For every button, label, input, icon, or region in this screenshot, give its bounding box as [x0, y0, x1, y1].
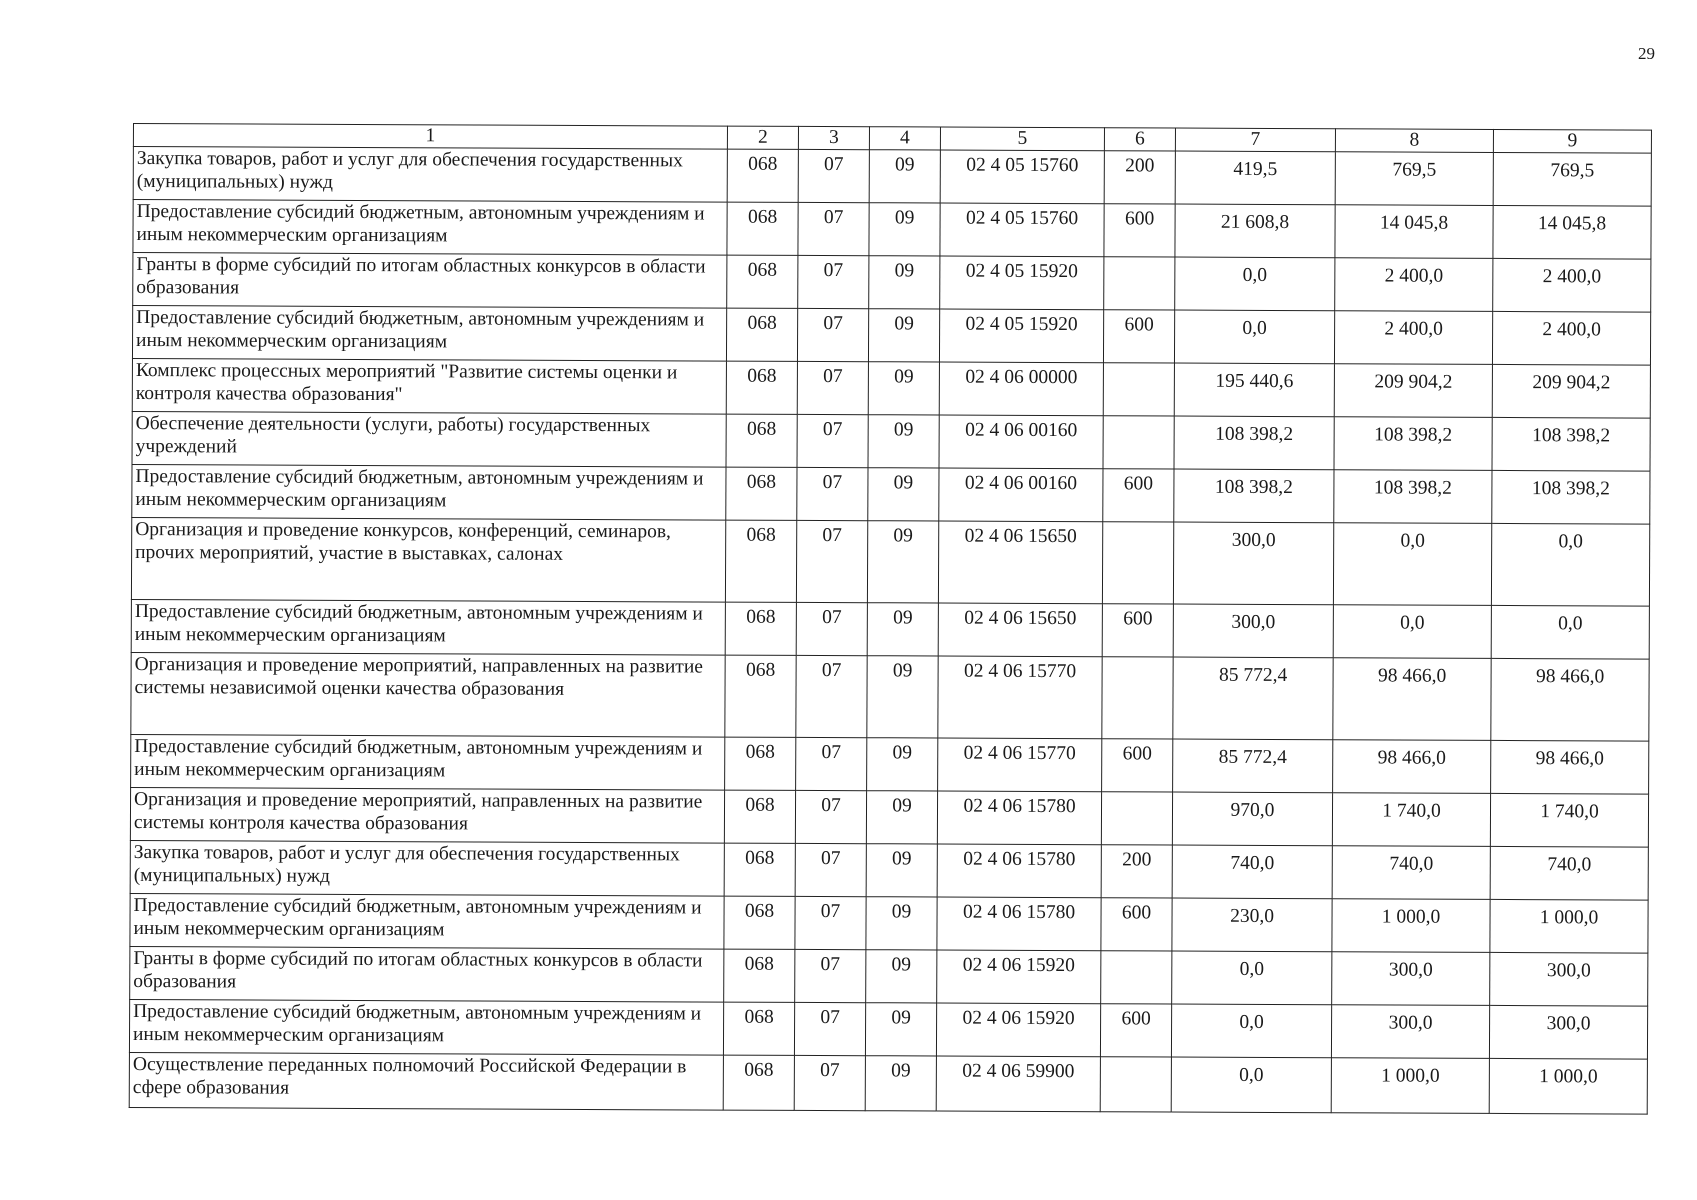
expense-type-cell: 600	[1104, 204, 1175, 257]
amount-year1-cell: 0,0	[1175, 257, 1335, 311]
target-article-cell: 02 4 06 00000	[939, 362, 1103, 416]
col-header: 8	[1335, 129, 1493, 153]
subsection-code-cell: 09	[868, 362, 939, 415]
target-article-cell: 02 4 06 00160	[939, 415, 1103, 469]
expense-type-cell	[1103, 363, 1174, 416]
table-row	[129, 999, 1647, 1059]
grbs-code-cell: 068	[724, 896, 795, 949]
subsection-code-cell: 09	[868, 415, 939, 468]
section-code-cell: 07	[797, 361, 868, 414]
subsection-code-cell: 09	[867, 738, 938, 791]
subsection-code-cell: 09	[869, 256, 940, 309]
grbs-code-cell: 068	[726, 467, 797, 520]
subsection-code-cell: 09	[869, 150, 940, 203]
subsection-code-cell: 09	[867, 656, 938, 738]
grbs-code-cell: 068	[724, 843, 795, 896]
col-header: 4	[869, 127, 940, 150]
target-article-cell: 02 4 06 15780	[937, 897, 1101, 951]
amount-year1-cell: 0,0	[1174, 310, 1334, 364]
amount-year2-cell: 2 400,0	[1335, 258, 1493, 312]
expense-type-cell: 600	[1102, 739, 1173, 792]
expense-name-cell: Предоставление субсидий бюджетным, автономным учреждениям и иным некоммерческим организациям	[131, 734, 725, 790]
amount-year2-cell: 1 740,0	[1332, 793, 1490, 847]
target-article-cell: 02 4 06 15780	[937, 844, 1101, 898]
amount-year2-cell: 300,0	[1332, 952, 1490, 1006]
grbs-code-cell: 068	[723, 1055, 794, 1110]
grbs-code-cell: 068	[727, 255, 798, 308]
grbs-code-cell: 068	[724, 949, 795, 1002]
amount-year3-cell: 98 466,0	[1491, 658, 1649, 741]
amount-year1-cell: 300,0	[1173, 604, 1333, 658]
table-row	[132, 306, 1650, 366]
amount-year1-cell: 0,0	[1171, 1004, 1331, 1058]
amount-year3-cell: 14 045,8	[1493, 205, 1651, 259]
amount-year3-cell: 209 904,2	[1492, 364, 1650, 418]
grbs-code-cell: 068	[726, 308, 797, 361]
section-code-cell: 07	[796, 655, 867, 737]
target-article-cell: 02 4 06 15780	[937, 791, 1101, 845]
expense-type-cell	[1102, 522, 1173, 604]
subsection-code-cell: 09	[866, 844, 937, 897]
amount-year3-cell: 1 000,0	[1490, 899, 1648, 953]
table-row	[133, 253, 1651, 313]
section-code-cell: 07	[797, 414, 868, 467]
subsection-code-cell: 09	[867, 521, 938, 603]
grbs-code-cell: 068	[727, 149, 798, 202]
expense-name-cell: Гранты в форме субсидий по итогам областных конкурсов в области образования	[130, 946, 724, 1002]
col-header: 1	[133, 124, 727, 150]
target-article-cell: 02 4 05 15760	[940, 150, 1104, 204]
grbs-code-cell: 068	[727, 202, 798, 255]
grbs-code-cell: 068	[725, 737, 796, 790]
subsection-code-cell: 09	[866, 791, 937, 844]
table-row	[129, 1052, 1647, 1114]
expense-name-cell: Предоставление субсидий бюджетным, автономным учреждениям и иным некоммерческим организациям	[130, 893, 724, 949]
amount-year1-cell: 108 398,2	[1174, 469, 1334, 523]
amount-year2-cell: 0,0	[1333, 523, 1491, 606]
amount-year3-cell: 300,0	[1489, 1005, 1647, 1059]
expense-name-cell: Обеспечение деятельности (услуги, работы) государственных учреждений	[132, 411, 726, 467]
amount-year1-cell: 0,0	[1172, 951, 1332, 1005]
section-code-cell: 07	[796, 520, 867, 602]
amount-year1-cell: 740,0	[1172, 845, 1332, 899]
col-header: 2	[727, 126, 798, 149]
subsection-code-cell: 09	[866, 950, 937, 1003]
table-row	[132, 411, 1650, 471]
expense-name-cell: Осуществление переданных полномочий Российской Федерации в сфере образования	[129, 1052, 723, 1110]
amount-year2-cell: 740,0	[1332, 846, 1490, 900]
grbs-code-cell: 068	[726, 361, 797, 414]
expense-type-cell: 200	[1104, 151, 1175, 204]
expense-name-cell: Предоставление субсидий бюджетным, автономным учреждениям и иным некоммерческим организациям	[132, 464, 726, 520]
expense-type-cell	[1100, 1057, 1171, 1112]
table-row	[130, 893, 1648, 953]
section-code-cell: 07	[797, 308, 868, 361]
table-row	[131, 517, 1649, 606]
amount-year3-cell: 769,5	[1493, 152, 1651, 206]
expense-type-cell: 600	[1102, 604, 1173, 657]
amount-year2-cell: 98 466,0	[1333, 740, 1491, 794]
section-code-cell: 07	[796, 737, 867, 790]
amount-year3-cell: 1 000,0	[1489, 1058, 1647, 1114]
target-article-cell: 02 4 06 15770	[938, 656, 1102, 739]
budget-table	[129, 123, 1652, 1115]
expense-type-cell	[1103, 416, 1174, 469]
subsection-code-cell: 09	[868, 468, 939, 521]
section-code-cell: 07	[795, 896, 866, 949]
subsection-code-cell: 09	[866, 897, 937, 950]
amount-year2-cell: 209 904,2	[1334, 364, 1492, 418]
amount-year2-cell: 300,0	[1331, 1005, 1489, 1059]
expense-type-cell: 600	[1101, 898, 1172, 951]
table-row	[131, 599, 1649, 659]
grbs-code-cell: 068	[725, 655, 796, 737]
table-body	[129, 147, 1651, 1115]
amount-year2-cell: 108 398,2	[1334, 417, 1492, 471]
expense-type-cell	[1102, 657, 1173, 739]
amount-year2-cell: 769,5	[1335, 152, 1493, 206]
amount-year3-cell: 2 400,0	[1492, 311, 1650, 365]
expense-name-cell: Предоставление субсидий бюджетным, автономным учреждениям и иным некоммерческим организациям	[132, 306, 726, 362]
amount-year1-cell: 108 398,2	[1174, 416, 1334, 470]
amount-year1-cell: 419,5	[1175, 151, 1335, 205]
table-row	[130, 946, 1648, 1006]
section-code-cell: 07	[795, 949, 866, 1002]
expense-name-cell: Закупка товаров, работ и услуг для обеспечения государственных (муниципальных) нужд	[130, 840, 724, 896]
target-article-cell: 02 4 05 15920	[940, 256, 1104, 310]
amount-year3-cell: 98 466,0	[1491, 740, 1649, 794]
section-code-cell: 07	[795, 790, 866, 843]
target-article-cell: 02 4 05 15760	[940, 203, 1104, 257]
amount-year3-cell: 740,0	[1490, 846, 1648, 900]
expense-type-cell: 600	[1103, 469, 1174, 522]
expense-name-cell: Организация и проведение мероприятий, направленных на развитие системы независимой оценки качества образования	[131, 652, 725, 737]
expense-name-cell: Комплекс процессных мероприятий "Развитие системы оценки и контроля качества образования"	[132, 358, 726, 414]
expense-name-cell: Предоставление субсидий бюджетным, автономным учреждениям и иным некоммерческим организациям	[129, 999, 723, 1055]
expense-name-cell: Организация и проведение мероприятий, направленных на развитие системы контроля качества образования	[130, 787, 724, 843]
amount-year1-cell: 85 772,4	[1173, 657, 1333, 740]
amount-year2-cell: 0,0	[1333, 605, 1491, 659]
table-row	[133, 200, 1651, 260]
expense-type-cell: 600	[1100, 1004, 1171, 1057]
amount-year1-cell: 300,0	[1173, 522, 1333, 605]
subsection-code-cell: 09	[868, 309, 939, 362]
section-code-cell: 07	[797, 467, 868, 520]
target-article-cell: 02 4 06 15650	[938, 521, 1102, 604]
expense-type-cell	[1104, 257, 1175, 310]
expense-type-cell: 600	[1103, 310, 1174, 363]
page-number: 29	[1638, 44, 1655, 63]
table-row	[131, 652, 1649, 741]
target-article-cell: 02 4 06 00160	[939, 468, 1103, 522]
amount-year3-cell: 0,0	[1491, 523, 1649, 606]
section-code-cell: 07	[796, 602, 867, 655]
amount-year2-cell: 2 400,0	[1334, 311, 1492, 365]
subsection-code-cell: 09	[869, 203, 940, 256]
subsection-code-cell: 09	[865, 1003, 936, 1056]
target-article-cell: 02 4 06 15770	[938, 738, 1102, 792]
col-header: 6	[1104, 128, 1175, 151]
amount-year1-cell: 195 440,6	[1174, 363, 1334, 417]
grbs-code-cell: 068	[726, 414, 797, 467]
amount-year1-cell: 0,0	[1171, 1057, 1331, 1113]
target-article-cell: 02 4 06 59900	[936, 1056, 1100, 1112]
col-header: 5	[940, 127, 1104, 151]
col-header: 7	[1175, 128, 1335, 152]
expense-name-cell: Предоставление субсидий бюджетным, автономным учреждениям и иным некоммерческим организациям	[133, 200, 727, 256]
table-row	[130, 840, 1648, 900]
subsection-code-cell: 09	[867, 603, 938, 656]
section-code-cell: 07	[794, 1002, 865, 1055]
table-row	[132, 358, 1650, 418]
expense-name-cell: Предоставление субсидий бюджетным, автономным учреждениям и иным некоммерческим организациям	[131, 599, 725, 655]
expense-name-cell: Закупка товаров, работ и услуг для обеспечения государственных (муниципальных) нужд	[133, 147, 727, 203]
table-row	[131, 734, 1649, 794]
grbs-code-cell: 068	[725, 520, 796, 602]
amount-year3-cell: 108 398,2	[1492, 470, 1650, 524]
section-code-cell: 07	[794, 1055, 865, 1110]
target-article-cell: 02 4 06 15650	[938, 603, 1102, 657]
subsection-code-cell: 09	[865, 1056, 936, 1111]
amount-year1-cell: 230,0	[1172, 898, 1332, 952]
amount-year3-cell: 0,0	[1491, 605, 1649, 659]
amount-year3-cell: 300,0	[1490, 952, 1648, 1006]
section-code-cell: 07	[798, 149, 869, 202]
expense-type-cell: 200	[1101, 845, 1172, 898]
amount-year2-cell: 1 000,0	[1331, 1058, 1489, 1114]
amount-year2-cell: 108 398,2	[1334, 470, 1492, 524]
amount-year3-cell: 2 400,0	[1493, 258, 1651, 312]
amount-year1-cell: 21 608,8	[1175, 204, 1335, 258]
amount-year2-cell: 14 045,8	[1335, 205, 1493, 259]
section-code-cell: 07	[798, 202, 869, 255]
grbs-code-cell: 068	[724, 790, 795, 843]
amount-year3-cell: 108 398,2	[1492, 417, 1650, 471]
expense-name-cell: Гранты в форме субсидий по итогам областных конкурсов в области образования	[133, 253, 727, 309]
amount-year2-cell: 98 466,0	[1333, 658, 1491, 741]
amount-year1-cell: 85 772,4	[1173, 739, 1333, 793]
grbs-code-cell: 068	[725, 602, 796, 655]
expense-type-cell	[1101, 792, 1172, 845]
grbs-code-cell: 068	[723, 1002, 794, 1055]
table-row	[130, 787, 1648, 847]
expense-name-cell: Организация и проведение конкурсов, конференций, семинаров, прочих мероприятий, участие в выставках, салонах	[131, 517, 725, 602]
amount-year3-cell: 1 740,0	[1490, 793, 1648, 847]
section-code-cell: 07	[795, 843, 866, 896]
col-header: 3	[798, 126, 869, 149]
target-article-cell: 02 4 06 15920	[936, 1003, 1100, 1057]
expense-type-cell	[1101, 951, 1172, 1004]
target-article-cell: 02 4 05 15920	[939, 309, 1103, 363]
target-article-cell: 02 4 06 15920	[937, 950, 1101, 1004]
amount-year1-cell: 970,0	[1172, 792, 1332, 846]
col-header: 9	[1493, 129, 1651, 153]
table-row	[133, 147, 1651, 207]
section-code-cell: 07	[798, 255, 869, 308]
table-row	[132, 464, 1650, 524]
amount-year2-cell: 1 000,0	[1332, 899, 1490, 953]
